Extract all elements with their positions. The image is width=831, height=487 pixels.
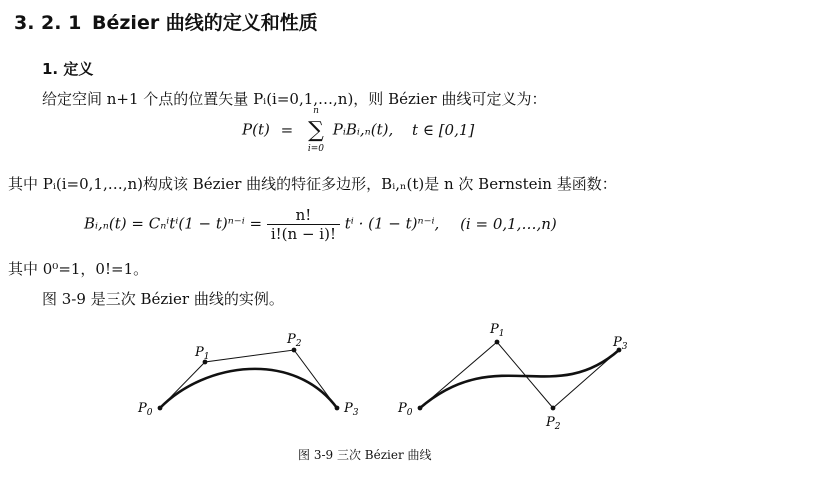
sum-upper-limit: n xyxy=(313,106,319,116)
label-right-p2-sub: 2 xyxy=(554,422,561,432)
section-heading xyxy=(14,8,318,35)
label-right-p3: $P_3$ xyxy=(613,335,628,352)
label-right-p1-sub: 1 xyxy=(498,329,505,339)
subsection-title: 定义 xyxy=(63,60,94,78)
equation-1 xyxy=(242,106,475,154)
eq1-lhs: P(t) xyxy=(242,120,270,139)
label-right-p2: $P_2$ xyxy=(546,415,561,432)
bezier-figure xyxy=(0,315,831,445)
section-title: Bézier 曲线的定义和性质 xyxy=(92,12,318,34)
eq2-rhs: tⁱ · (1 − t)ⁿ⁻ⁱ, xyxy=(344,214,440,233)
label-left-p2: $P_2$ xyxy=(287,332,302,349)
section-number: 3. 2. 1 xyxy=(14,12,82,34)
eq2-numerator: n! xyxy=(267,206,340,225)
label-left-p1: $P_1$ xyxy=(195,345,210,362)
label-right-p0-sub: 0 xyxy=(406,408,413,418)
control-point-right-p2 xyxy=(551,406,556,411)
control-polygon-left xyxy=(160,350,337,408)
label-right-p0: $P_0$ xyxy=(398,401,413,418)
bezier-curve-right xyxy=(420,350,619,408)
eq2-lhs: Bᵢ,ₙ(t) = Cₙⁱtⁱ(1 − t)ⁿ⁻ⁱ = xyxy=(84,214,263,233)
eq2-denominator: i!(n − i)! xyxy=(270,225,336,243)
control-point-left-p0 xyxy=(158,406,163,411)
sum-symbol: n ∑ i=0 xyxy=(304,118,328,143)
figure-right xyxy=(397,322,628,432)
label-right-p1: $P_1$ xyxy=(490,322,505,339)
figure-caption: 图 3-9 三次 Bézier 曲线 xyxy=(298,448,432,462)
eq2-range: (i = 0,1,…,n) xyxy=(460,214,557,233)
control-point-left-p3 xyxy=(335,406,340,411)
paragraph-4: 图 3-9 是三次 Bézier 曲线的实例。 xyxy=(42,290,284,308)
label-left-p3-sub: 3 xyxy=(352,408,359,418)
label-left-p1-sub: 1 xyxy=(203,352,210,362)
eq1-domain: t ∈ [0,1] xyxy=(412,120,475,139)
subsection-number: 1. xyxy=(42,60,59,78)
bezier-curve-left xyxy=(160,369,337,408)
eq2-fraction xyxy=(267,206,340,243)
label-left-p3: $P_3$ xyxy=(344,401,359,418)
eq1-body: PᵢBᵢ,ₙ(t), xyxy=(332,120,394,139)
paragraph-3: 其中 0⁰=1，0!=1。 xyxy=(8,260,149,278)
sum-lower-limit: i=0 xyxy=(307,144,325,154)
equation-2 xyxy=(84,206,557,243)
label-left-p2-sub: 2 xyxy=(295,339,302,349)
label-left-p0-sub: 0 xyxy=(146,408,153,418)
label-left-p0: $P_0$ xyxy=(138,401,153,418)
figure-left xyxy=(137,332,359,418)
control-point-right-p1 xyxy=(495,340,500,345)
subsection-heading xyxy=(42,58,93,79)
paragraph-1: 给定空间 n+1 个点的位置矢量 Pᵢ(i=0,1,…,n)，则 Bézier 曲线可定义为： xyxy=(42,90,547,108)
label-right-p3-sub: 3 xyxy=(621,342,628,352)
paragraph-2: 其中 Pᵢ(i=0,1,…,n)构成该 Bézier 曲线的特征多边形，Bᵢ,ₙ(t)是 n 次 Bernstein 基函数： xyxy=(8,175,617,193)
control-point-right-p0 xyxy=(418,406,423,411)
eq1-equals: = xyxy=(280,120,294,139)
